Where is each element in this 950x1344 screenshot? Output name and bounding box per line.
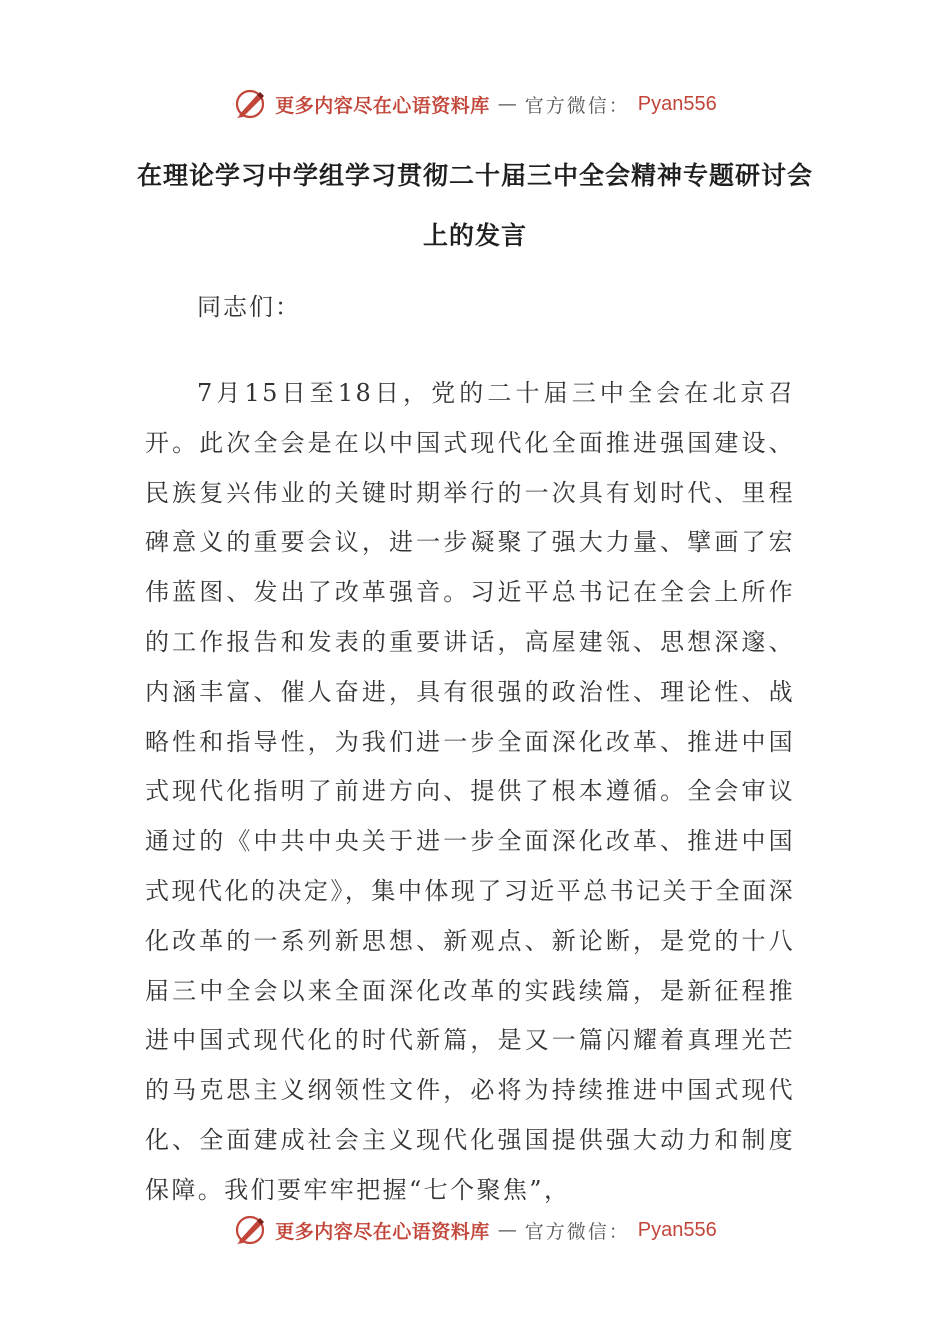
body-paragraph: 7月15日至18日，党的二十届三中全会在北京召开。此次全会是在以中国式现代化全面推进强国建设、民族复兴伟业的关键时期举行的一次具有划时代、里程碑意义的重要会议，进一步凝聚了强大力量、擘画了宏伟蓝图、发出了改革强音。习近平总书记在全会上所作的工作报告和发表的重要讲话，高屋建瓴、思想深邃、内涵丰富、催人奋进，具有很强的政治性、理论性、战略性和指导性，为我们进一步全面深化改革、推进中国式现代化指明了前进方向、提供了根本遵循。全会审议通过的《中共中央关于进一步全面深化改革、推进中国式现代化的决定》，集中体现了习近平总书记关于全面深化改革的一系列新思想、新观点、新论断，是党的十八届三中全会以来全面深化改革的实践续篇，是新征程推进中国式现代化的时代新篇，是又一篇闪耀着真理光芒的马克思主义纲领性文件，必将为持续推进中国式现代化、全面建成社会主义现代化强国提供强大动力和制度保障。我们要牢牢把握“七个聚焦”， <box>145 379 795 1204</box>
header-dash: — <box>497 93 517 115</box>
header-wechat-label: 官方微信： <box>524 94 630 117</box>
pen-logo-icon <box>233 1213 267 1247</box>
footer-wechat-label: 官方微信： <box>524 1220 630 1243</box>
header-promo-text: 更多内容尽在心语资料库 <box>275 94 490 117</box>
footer-wechat-id: Pyan556 <box>637 1218 717 1241</box>
salutation: 同志们： <box>197 293 301 321</box>
footer-promo-text: 更多内容尽在心语资料库 <box>275 1220 490 1243</box>
footer-banner <box>0 1208 950 1252</box>
header-banner <box>0 82 950 126</box>
pen-logo-icon <box>233 87 267 121</box>
header-wechat-id: Pyan556 <box>637 92 717 115</box>
page-title: 在理论学习中学组学习贯彻二十届三中全会精神专题研讨会上的发言 <box>136 161 813 250</box>
footer-dash: — <box>497 1219 517 1241</box>
